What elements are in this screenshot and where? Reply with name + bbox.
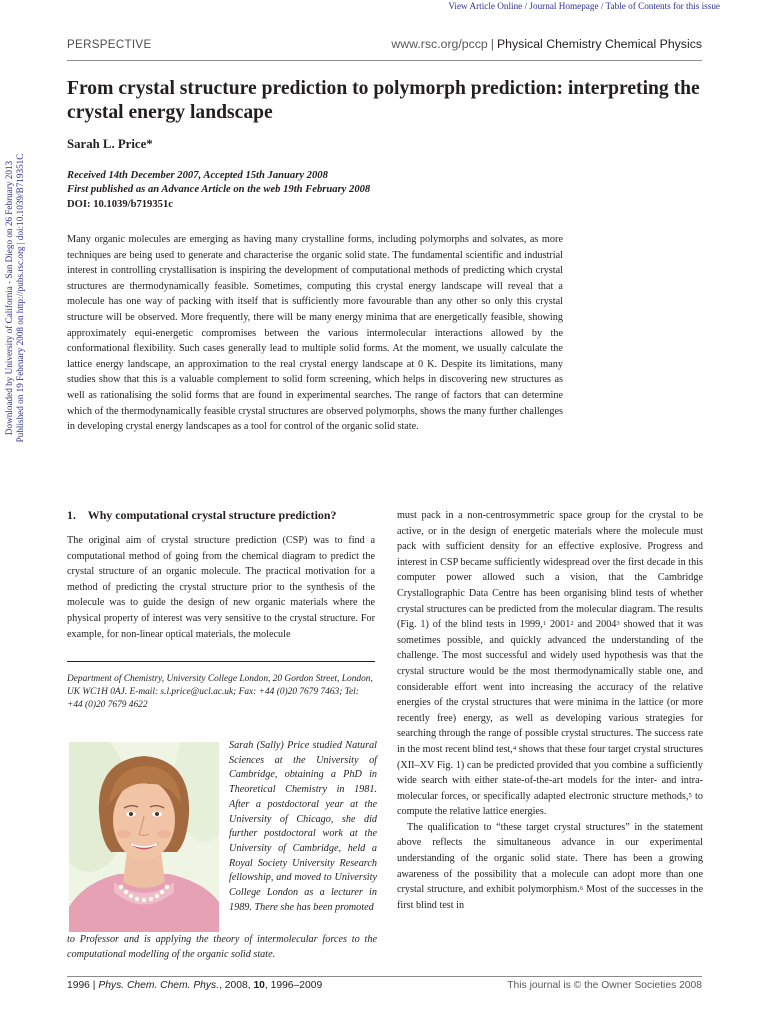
first-published-line: First published as an Advance Article on the web 19th February 2008 bbox=[67, 184, 371, 195]
ref-3[interactable]: 3 bbox=[616, 620, 620, 628]
ref-5[interactable]: 5 bbox=[688, 791, 692, 799]
ref-1[interactable]: 1 bbox=[542, 620, 547, 628]
article-dates bbox=[67, 169, 370, 197]
p1-text-b: 2001 bbox=[546, 619, 571, 631]
published-on-note[interactable]: Published on 19 February 2008 on http://pubs.rsc.org | doi:10.1039/B719351C bbox=[15, 153, 25, 443]
affiliation-contact: Fax: +44 (0)20 7679 7463; Tel: +44 (0)20 7679 4622 bbox=[67, 686, 359, 710]
article-doi[interactable]: DOI: 10.1039/b719351c bbox=[67, 199, 173, 210]
view-article-online-link[interactable]: View Article Online bbox=[448, 1, 523, 11]
author-bio-wrap: Sarah (Sally) Price studied Natural Sciences at the University of Cambridge, obtaining a PhD in Theoretical Chemistry in 1981. After a postdoctoral year at the University of Chicago, she did further postdoctoral work at the University of Cambridge, held a Royal Society University Research fellowship, and moved to University College London as a lecturer in 1989. There she has been promoted bbox=[229, 740, 377, 913]
affiliation-address: Department of Chemistry, University College London, 20 Gordon Street, London, UK WC1H 0AJ. E-mail: s.l.price@ucl.ac.uk; bbox=[67, 674, 373, 697]
footer-rule bbox=[67, 976, 702, 977]
top-link-sep-1: / bbox=[522, 1, 530, 11]
citation-pages: , 1996–2009 bbox=[264, 980, 323, 991]
journal-url[interactable]: www.rsc.org/pccp bbox=[391, 37, 488, 51]
p2-text-a: The qualification to “these target crystal structures” in the statement above reflects the simultaneous advance in our experimental understanding of the organic solid state. There has been a growing awareness of the possibility that a molecule can adopt more than one crystal structure, and exhibit polymorphism. bbox=[397, 821, 703, 896]
left-column bbox=[67, 508, 375, 642]
table-of-contents-link[interactable]: Table of Contents for this issue bbox=[605, 1, 720, 11]
journal-abbreviation: Phys. Chem. Chem. Phys. bbox=[98, 980, 220, 991]
right-column-paragraph-2 bbox=[397, 820, 703, 914]
section-label: PERSPECTIVE bbox=[67, 38, 152, 51]
running-header bbox=[67, 37, 702, 55]
page-number: 1996 bbox=[67, 980, 90, 991]
citation-volume: 10 bbox=[253, 980, 265, 991]
journal-homepage-link[interactable]: Journal Homepage bbox=[529, 1, 599, 11]
header-rule bbox=[67, 60, 702, 61]
downloaded-by-note: Downloaded by University of California - San Diego on 26 February 2013 bbox=[4, 160, 14, 436]
top-link-bar bbox=[0, 0, 768, 14]
p1-text-f: to compute the relative lattice energies. bbox=[397, 790, 703, 818]
article-title: From crystal structure prediction to polymorph prediction: interpreting the crystal energy landscape bbox=[67, 78, 700, 123]
ref-6[interactable]: 6 bbox=[579, 885, 584, 893]
received-line: Received 14th December 2007, Accepted 15th January 2008 bbox=[67, 170, 328, 181]
author-portrait-image bbox=[69, 742, 219, 932]
author-photo bbox=[69, 742, 219, 932]
p1-text-a: must pack in a non-centrosymmetric space group for the crystal to be active, or in the design of energetic materials where the molecule must pack with sufficient density for an effective explosive. Progress and interest in CSP became sufficiently widespread over the first decade in this computer power allowed such a vision, that the Cambridge Crystallographic Data Centre has been organising blind tests of whether crystal structures can be predicted from the molecular diagram. The results (Fig. 1) of the blind tests in 1999, bbox=[397, 510, 703, 631]
section-1-paragraph: The original aim of crystal structure prediction (CSP) was to find a computational method of going from the chemical diagram to predict the crystal structure of an organic molecule. The practical motivation for a method of predicting the crystal structure prior to the synthesis of the molecule was to guide the design of new organic materials where the physical property of interest was very sensitive to the crystal structure. For example, for non-linear optical materials, the molecule bbox=[67, 535, 375, 640]
top-link-sep-2: / bbox=[598, 1, 606, 11]
right-column-paragraph-1 bbox=[397, 508, 703, 820]
section-1-heading: 1. Why computational crystal structure prediction? bbox=[67, 508, 337, 522]
author-name: Sarah L. Price* bbox=[67, 137, 153, 151]
p2-text-b: Most of the successes in the first blind test in bbox=[397, 884, 703, 911]
footer-citation bbox=[67, 980, 322, 991]
header-separator: | bbox=[490, 37, 494, 51]
copyright-notice: This journal is © the Owner Societies 2008 bbox=[507, 980, 702, 991]
abstract: Many organic molecules are emerging as having many crystalline forms, including polymorphs and solvates, as more techniques are being used to generate and characterise the organic solid state. The fundamental scientific and industrial interest in controlling crystallisation is inspiring the development of computational methods of predicting which crystal structures are thermodynamically feasible. Sometimes, computing this crystal energy landscape will reveal that a molecule has one way of packing with itself that is sufficiently more favourable than any other so only this crystal structure will be observed. More frequently, there will be many energy minima that are energetically feasible, showing approximately equi-energetic compromises between the various intermolecular interactions allowed by the conformational flexibility. Such cases generally lead to multiple solid forms. At the moment, we usually calculate the lattice energy landscape, an approximation to the real crystal energy landscape at 0 K. Despite its limitations, many studies show that this is a valuable complement to solid form screening, which helps in discovering new structures as well as rationalising the solid forms that are found in experimental searches. The range of factors that can determine which of the thermodynamically feasible crystal structures are observed polymorphs, shows the many further challenges in developing crystal energy landscapes as a tool for control of the organic solid state. bbox=[67, 234, 563, 433]
journal-name: Physical Chemistry Chemical Physics bbox=[496, 37, 702, 51]
citation-year: , 2008, bbox=[219, 980, 254, 991]
footer-sep: | bbox=[89, 980, 99, 991]
ref-4[interactable]: 4 bbox=[512, 744, 517, 752]
author-bio-continuation: to Professor and is applying the theory of intermolecular forces to the computational modelling of the organic solid state. bbox=[67, 934, 377, 960]
journal-header bbox=[391, 37, 702, 51]
right-column bbox=[397, 508, 703, 913]
author-affiliation bbox=[67, 661, 375, 711]
ref-2[interactable]: 2 bbox=[570, 620, 574, 628]
p1-text-c: and 2004 bbox=[573, 619, 617, 631]
p1-text-e: shows that these four target crystal structures (XII–XV Fig. 1) can be predicted provided that you combine a sufficiently wide search with either state-of-the-art models for the inter- and intra-molecular forces, or specifically adapted electronic structure methods, bbox=[397, 743, 703, 802]
p1-text-d: showed that it was sometimes possible, and quickly advanced the understanding of the challenge. The most successful and widely used hypothesis was that the crystal structure would be the most thermodynamically stable one, and considerable effort went into increasing the accuracy of the relative energies of the crystal structures that were minima in the lattice (or more recently free) energy, as well as developing various strategies for searching through the range of possible crystal structures. The success rate in the most recent blind test, bbox=[397, 619, 704, 755]
